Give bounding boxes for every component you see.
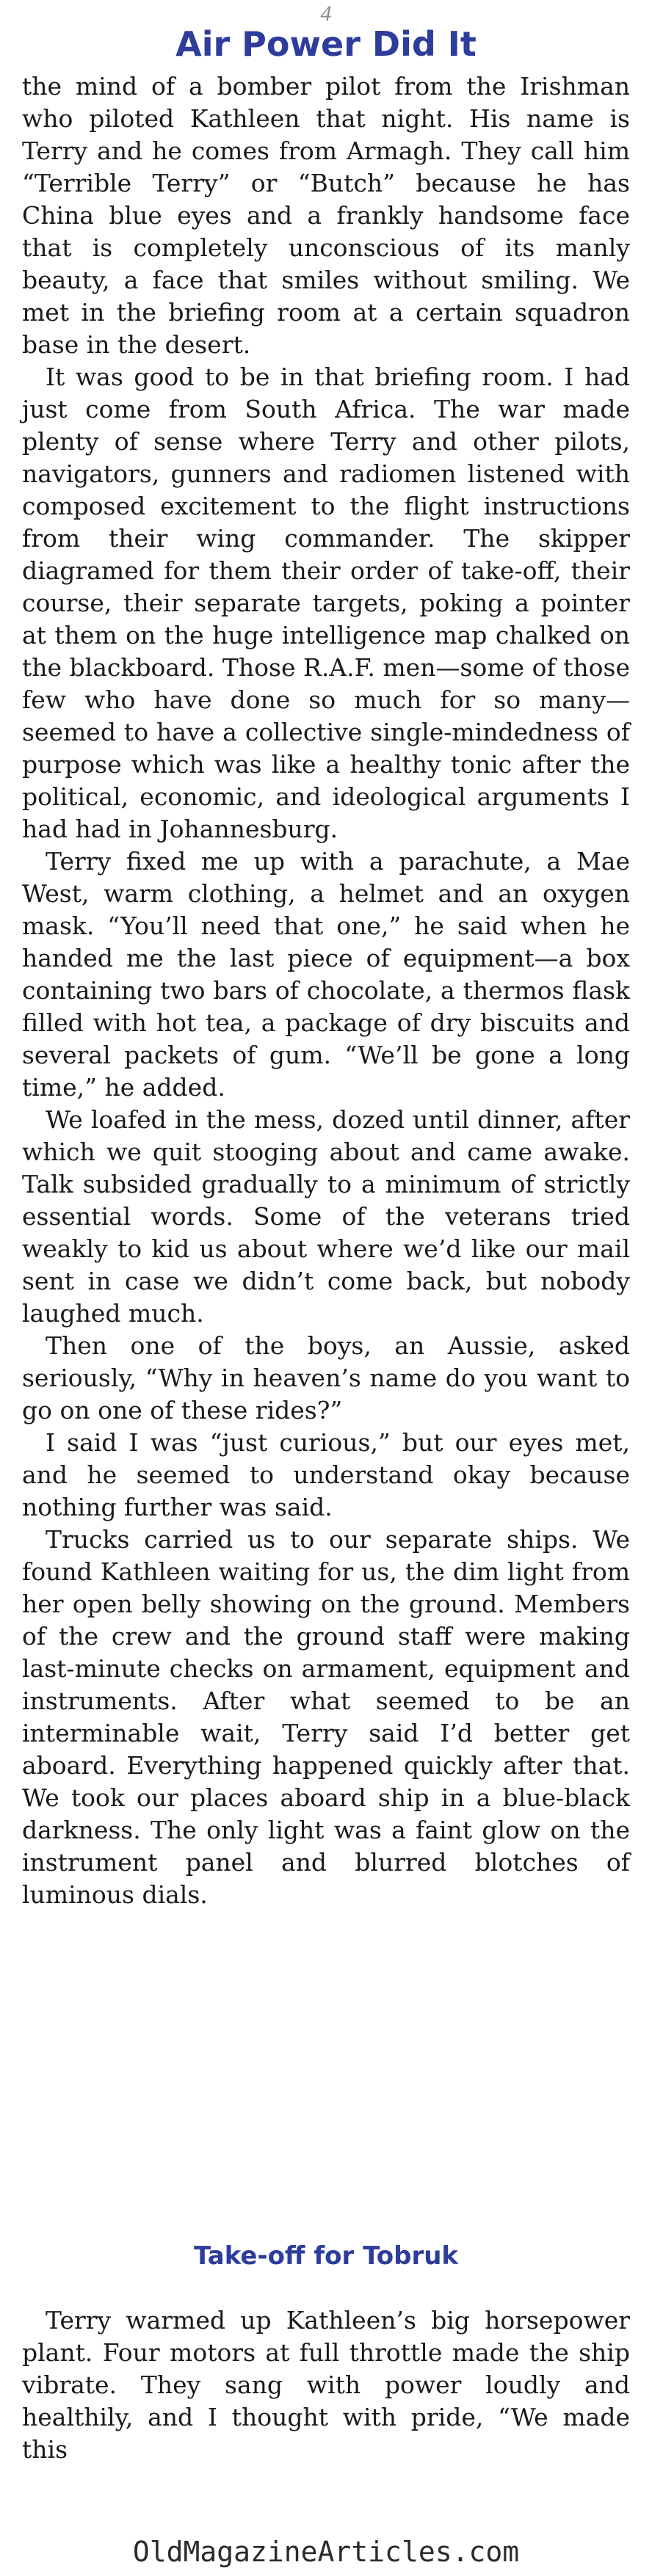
site-watermark: OldMagazineArticles.com	[0, 2533, 652, 2570]
page-number: 4	[320, 1, 332, 26]
paragraph: Terry fixed me up with a parachute, a Mae West, warm clothing, a helmet and an oxygen mask. “You’ll need that one,” he said when he handed me the last piece of equipment—a box containing two bars of chocolate, a thermos flask filled with hot tea, a package of dry biscuits and several packets of gum. “We’ll be gone a long time,” he added.	[22, 847, 630, 1102]
article-title: Air Power Did It	[175, 24, 477, 64]
section-subhead: Take-off for Tobruk	[193, 2241, 459, 2271]
paragraph: the mind of a bomber pilot from the Irishman who piloted Kathleen that night. His name is Terry and he comes from Armagh. They call him “Terrible Terry” or “Butch” because he has China blue eyes and a frankly handsome face that is completely unconscious of its manly beauty, a face that smiles without smiling. We met in the briefing room at a certain squadron base in the desert.	[22, 72, 630, 359]
paragraph: Trucks carried us to our separate ships. We found Kathleen waiting for us, the dim light from her open belly showing on the ground. Members of the crew and the ground staff were making last-minute checks on armament, equipment and instruments. After what seemed to be an interminable wait, Terry said I’d better get aboard. Everything happened quickly after that. We took our places aboard ship in a blue-black darkness. The only light was a faint glow on the instrument panel and blurred blotches of luminous dials.	[22, 1525, 630, 1909]
paragraph: We loafed in the mess, dozed until dinner, after which we quit stooging about and came awake. Talk subsided gradually to a minimum of strictly essential words. Some of the veterans tried weakly to kid us about where we’d like our mail sent in case we didn’t come back, but nobody laughed much.	[22, 1105, 630, 1328]
article-body-second	[22, 2304, 630, 2466]
paragraph: Then one of the boys, an Aussie, asked seriously, “Why in heaven’s name do you want to go on one of these rides?”	[22, 1331, 630, 1425]
article-body-main	[22, 70, 630, 1911]
paragraph: It was good to be in that briefing room. I had just come from South Africa. The war made plenty of sense where Terry and other pilots, navigators, gunners and radiomen listened with composed excitement to the flight instructions from their wing commander. The skipper diagramed for them their order of take-off, their course, their separate targets, poking a pointer at them on the huge intelligence map chalked on the blackboard. Those R.A.F. men—some of those few who have done so much for so many—seemed to have a collective single-mindedness of purpose which was like a healthy tonic after the political, economic, and ideological arguments I had had in Johannesburg.	[22, 363, 630, 843]
paragraph: I said I was “just curious,” but our eyes met, and he seemed to understand okay because nothing further was said.	[22, 1428, 630, 1521]
paragraph: Terry warmed up Kathleen’s big horsepower plant. Four motors at full throttle made the ship vibrate. They sang with power loudly and healthily, and I thought with pride, “We made this	[22, 2306, 630, 2464]
